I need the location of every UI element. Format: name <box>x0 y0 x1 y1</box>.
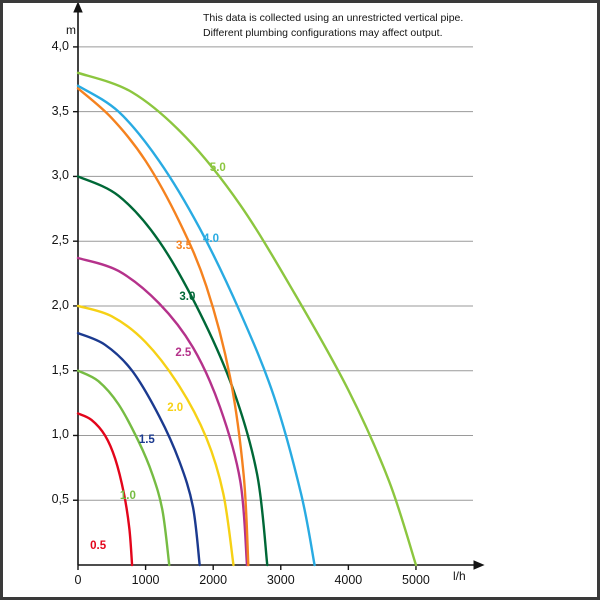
curve-series-1-0 <box>78 371 169 565</box>
curve-label-2-0: 2.0 <box>167 401 184 414</box>
curve-label-5-0: 5.0 <box>209 161 226 174</box>
curve-label-4-0: 4.0 <box>203 233 220 246</box>
y-axis-unit-label: m <box>66 23 76 37</box>
x-tick-label: 3000 <box>266 573 295 587</box>
y-tick-label: 0,5 <box>51 492 69 507</box>
y-tick-label: 1,0 <box>51 427 69 442</box>
curve-label-2-5: 2.5 <box>175 347 192 360</box>
x-axis-unit-label: l/h <box>453 569 466 583</box>
curve-series-1-5 <box>78 333 200 565</box>
curve-series-2-5 <box>78 258 247 565</box>
curve-label-1-5: 1.5 <box>138 433 155 446</box>
y-tick-label: 4,0 <box>51 38 69 53</box>
x-tick-label: 2000 <box>199 573 228 587</box>
y-tick-label: 3,5 <box>51 103 69 118</box>
x-tick-label: 0 <box>74 573 82 587</box>
x-tick-label: 4000 <box>334 573 363 587</box>
curve-label-1-0: 1.0 <box>119 489 136 502</box>
pump-curve-plot <box>3 3 600 600</box>
chart-note-line-2: Different plumbing configurations may affect output. <box>203 27 443 39</box>
y-tick-label: 3,0 <box>51 168 69 183</box>
chart-note-line-1: This data is collected using an unrestricted vertical pipe. <box>203 12 464 24</box>
y-tick-label: 1,5 <box>51 362 69 377</box>
curve-series-4-0 <box>78 86 315 565</box>
y-tick-label: 2,5 <box>51 233 69 248</box>
curve-label-3-0: 3.0 <box>179 291 196 304</box>
curve-label-3-5: 3.5 <box>176 239 192 252</box>
x-tick-label: 1000 <box>131 573 160 587</box>
y-tick-label: 2,0 <box>51 297 69 312</box>
curve-label-0-5: 0.5 <box>90 540 107 553</box>
x-tick-label: 5000 <box>402 573 430 587</box>
